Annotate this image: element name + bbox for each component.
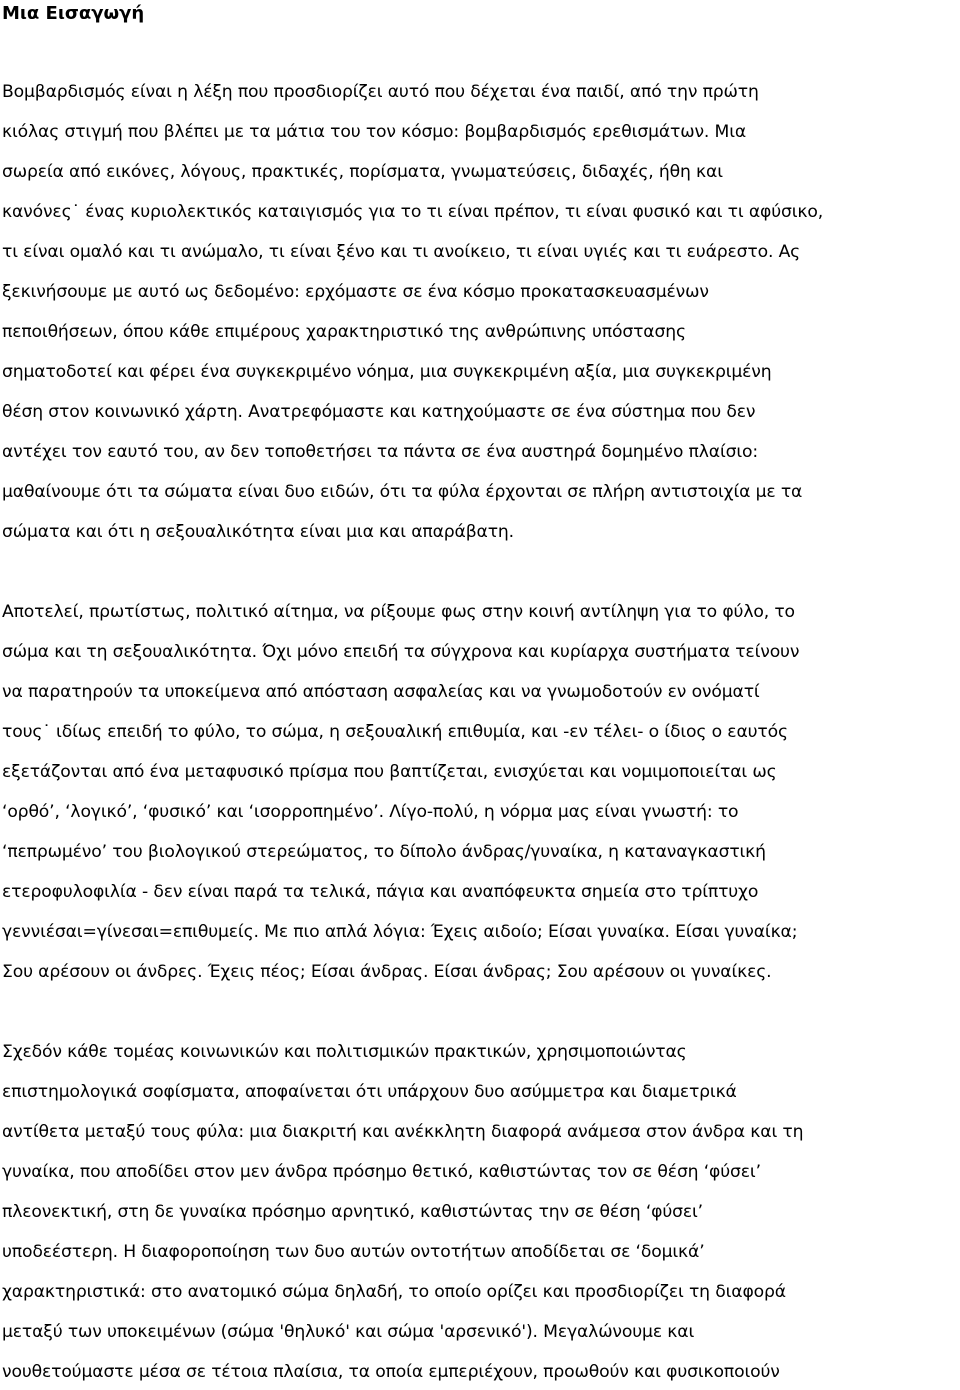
text-line: αντίθετα μεταξύ τους φύλα: μια διακριτή και ανέκκλητη διαφορά ανάμεσα στον άνδρα και τη: [2, 1122, 804, 1142]
text-line: Σου αρέσουν οι άνδρες. Έχεις πέος; Είσαι άνδρας. Είσαι άνδρας; Σου αρέσουν οι γυναίκες.: [2, 962, 772, 982]
text-line: πλεονεκτική, στη δε γυναίκα πρόσημο αρνητικό, καθιστώντας την σε θέση ‘φύσει’: [2, 1202, 703, 1222]
text-line: κανόνες˙ ένας κυριολεκτικός καταιγισμός για το τι είναι πρέπον, τι είναι φυσικό και τι αφύσικο,: [2, 202, 824, 222]
text-line: χαρακτηριστικά: στο ανατομικό σώμα δηλαδή, το οποίο ορίζει και προσδιορίζει τη διαφορά: [2, 1282, 786, 1302]
text-line: αντέχει τον εαυτό του, αν δεν τοποθετήσει τα πάντα σε ένα αυστηρά δομημένο πλαίσιο:: [2, 442, 759, 462]
text-line: νουθετούμαστε μέσα σε τέτοια πλαίσια, τα οποία εμπεριέχουν, προωθούν και φυσικοποιούν: [2, 1362, 780, 1382]
text-line: πεποιθήσεων, όπου κάθε επιμέρους χαρακτηριστικό της ανθρώπινης υπόστασης: [2, 322, 686, 342]
text-line: επιστημολογικά σοφίσματα, αποφαίνεται ότι υπάρχουν δυο ασύμμετρα και διαμετρικά: [2, 1082, 737, 1102]
text-line: Σχεδόν κάθε τομέας κοινωνικών και πολιτισμικών πρακτικών, χρησιμοποιώντας: [2, 1042, 687, 1062]
text-line: σώμα και τη σεξουαλικότητα. Όχι μόνο επειδή τα σύγχρονα και κυρίαρχα συστήματα τείνουν: [2, 642, 800, 662]
text-line: θέση στον κοινωνικό χάρτη. Ανατρεφόμαστε και κατηχούμαστε σε ένα σύστημα που δεν: [2, 402, 756, 422]
text-line: μαθαίνουμε ότι τα σώματα είναι δυο ειδών, ότι τα φύλα έρχονται σε πλήρη αντιστοιχία με τα: [2, 482, 803, 502]
document-title: Μια Εισαγωγή: [2, 3, 145, 24]
text-line: σηματοδοτεί και φέρει ένα συγκεκριμένο νόημα, μια συγκεκριμένη αξία, μια συγκεκριμένη: [2, 362, 772, 382]
text-line: σώματα και ότι η σεξουαλικότητα είναι μια και απαράβατη.: [2, 522, 514, 542]
text-line: ξεκινήσουμε με αυτό ως δεδομένο: ερχόμαστε σε ένα κόσμο προκατασκευασμένων: [2, 282, 709, 302]
text-line: εξετάζονται από ένα μεταφυσικό πρίσμα που βαπτίζεται, ενισχύεται και νομιμοποιείται ως: [2, 762, 777, 782]
text-line: γεννιέσαι=γίνεσαι=επιθυμείς. Με πιο απλά λόγια: Έχεις αιδοίο; Είσαι γυναίκα. Είσαι γυναίκα;: [2, 922, 798, 942]
text-line: να παρατηρούν τα υποκείμενα από απόσταση ασφαλείας και να γνωμοδοτούν εν ονόματί: [2, 682, 760, 702]
text-line: γυναίκα, που αποδίδει στον μεν άνδρα πρόσημο θετικό, καθιστώντας τον σε θέση ‘φύσει’: [2, 1162, 761, 1182]
text-line: Αποτελεί, πρωτίστως, πολιτικό αίτημα, να ρίξουμε φως στην κοινή αντίληψη για το φύλο, το: [2, 602, 795, 622]
text-line: υποδεέστερη. Η διαφοροποίηση των δυο αυτών οντοτήτων αποδίδεται σε ‘δομικά’: [2, 1242, 705, 1262]
text-line: τι είναι ομαλό και τι ανώμαλο, τι είναι ξένο και τι ανοίκειο, τι είναι υγιές και τι ευάρεστο. Ας: [2, 242, 801, 262]
text-line: ‘ορθό’, ‘λογικό’, ‘φυσικό’ και ‘ισορροπημένο’. Λίγο-πολύ, η νόρμα μας είναι γνωστή: το: [2, 802, 739, 822]
text-line: σωρεία από εικόνες, λόγους, πρακτικές, πορίσματα, γνωματεύσεις, διδαχές, ήθη και: [2, 162, 723, 182]
text-line: μεταξύ των υποκειμένων (σώμα 'θηλυκό' και σώμα 'αρσενικό'). Μεγαλώνουμε και: [2, 1322, 695, 1342]
text-line: κιόλας στιγμή που βλέπει με τα μάτια του τον κόσμο: βομβαρδισμός ερεθισμάτων. Μια: [2, 122, 747, 142]
text-line: Βομβαρδισμός είναι η λέξη που προσδιορίζει αυτό που δέχεται ένα παιδί, από την πρώτη: [2, 82, 759, 102]
text-line: ‘πεπρωμένο’ του βιολογικού στερεώματος, το δίπολο άνδρας/γυναίκα, η καταναγκαστική: [2, 842, 766, 862]
text-line: τους˙ ιδίως επειδή το φύλο, το σώμα, η σεξουαλική επιθυμία, και -εν τέλει- ο ίδιος ο εαυτός: [2, 722, 788, 742]
text-line: ετεροφυλοφιλία - δεν είναι παρά τα τελικά, πάγια και αναπόφευκτα σημεία στο τρίπτυχο: [2, 882, 759, 902]
